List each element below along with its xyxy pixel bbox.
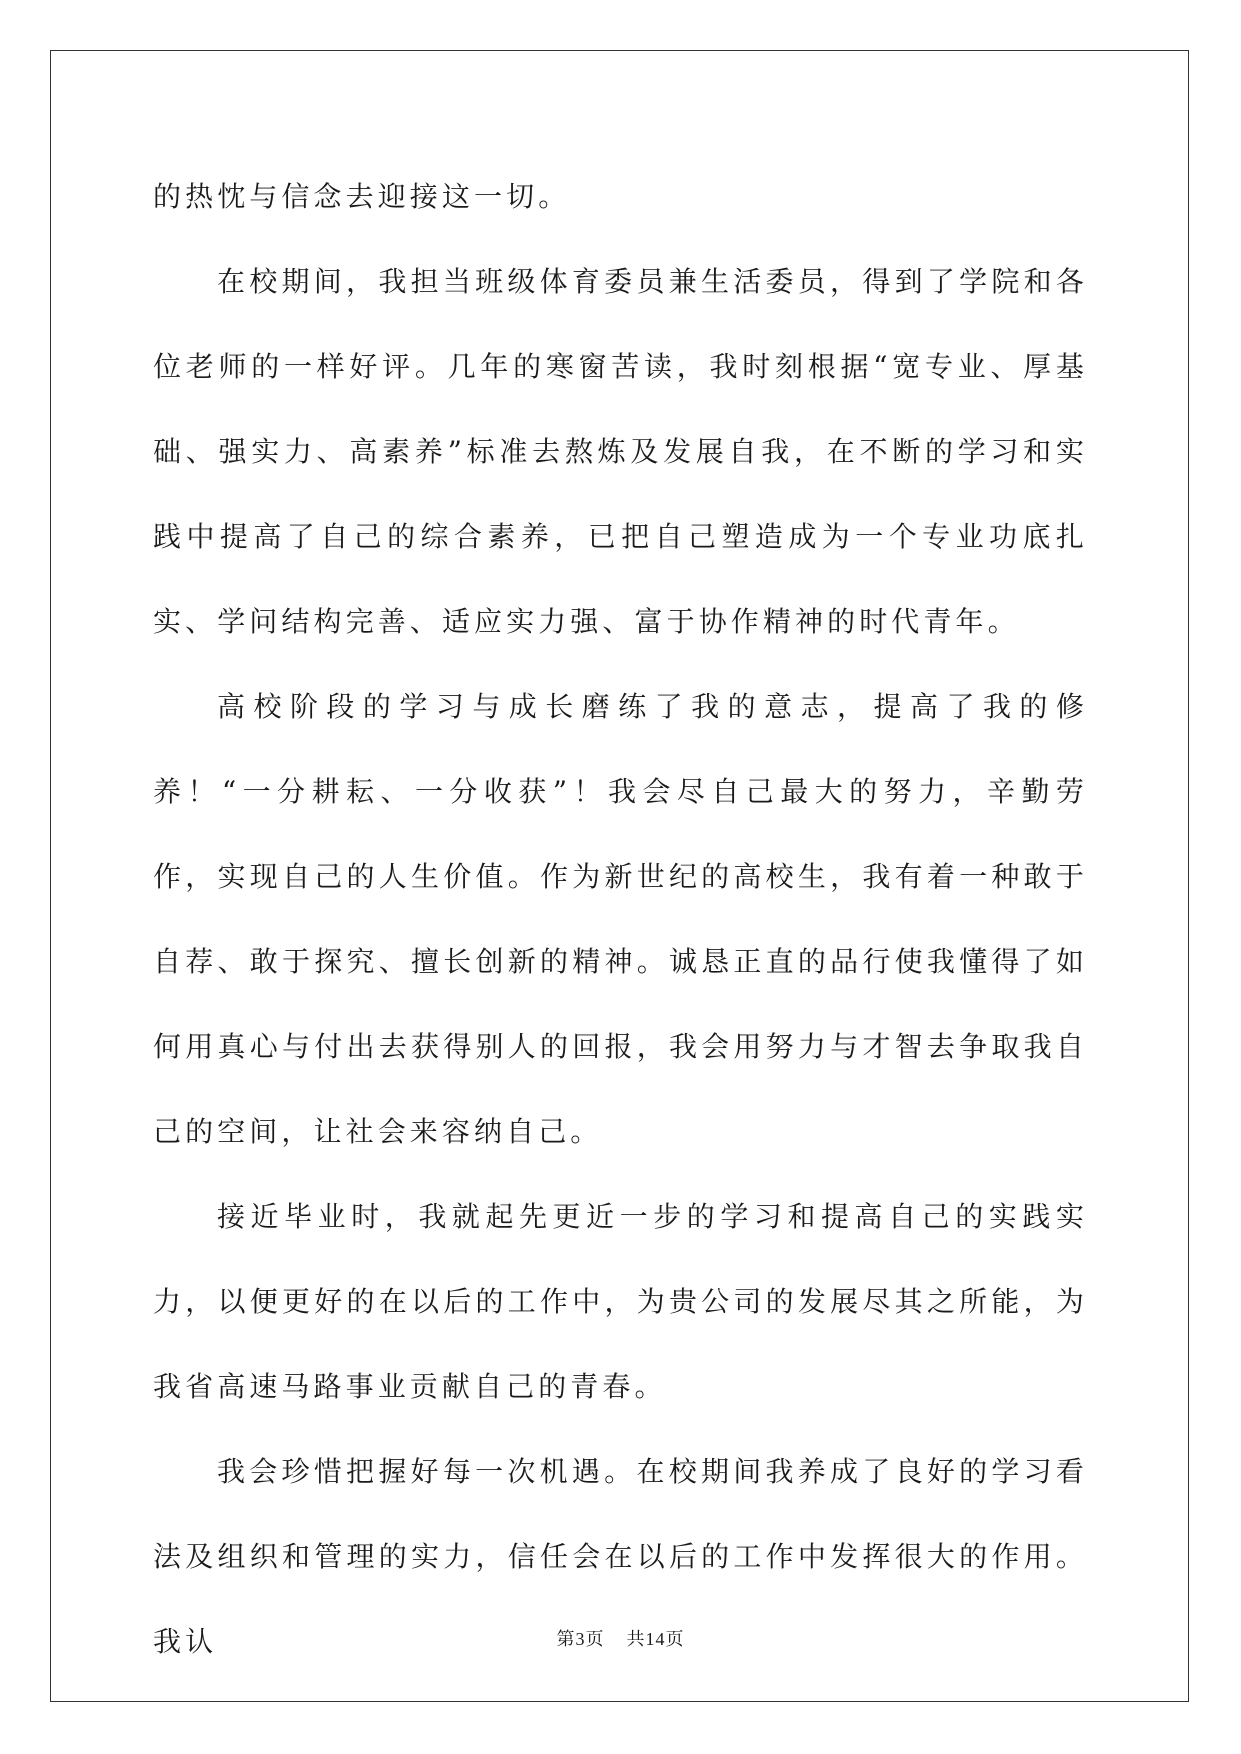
paragraph-continuation: 的热忱与信念去迎接这一切。 [153,180,571,213]
paragraph-graduation: 接近毕业时，我就起先更近一步的学习和提高自己的实践实力，以便更好的在以后的工作中，为贵公司的发展尽其之所能，为我省高速马路事业贡献自己的青春。 [153,1200,1088,1403]
page-footer [0,1625,1241,1651]
paragraph-school-roles: 在校期间，我担当班级体育委员兼生活委员，得到了学院和各位老师的一样好评。几年的寒窗苦读，我时刻根据“宽专业、厚基础、强实力、高素养”标准去熬炼及发展自我，在不断的学习和实践中提高了自己的综合素养，已把自己塑造成为一个专业功底扎实、学问结构完善、适应实力强、富于协作精神的时代青年。 [153,265,1088,638]
paragraph-opportunity: 我会珍惜把握好每一次机遇。在校期间我养成了良好的学习看法及组织和管理的实力，信任会在以后的工作中发挥很大的作用。我认 [153,1455,1088,1658]
document-body [153,154,1088,1684]
paragraph-university-growth: 高校阶段的学习与成长磨练了我的意志，提高了我的修养！“一分耕耘、一分收获”！我会尽自己最大的努力，辛勤劳作，实现自己的人生价值。作为新世纪的高校生，我有着一种敢于自荐、敢于探究、擅长创新的精神。诚恳正直的品行使我懂得了如何用真心与付出去获得别人的回报，我会用努力与才智去争取我自己的空间，让社会来容纳自己。 [153,690,1088,1148]
page-number: 第3页 [556,1629,605,1649]
page-total: 共14页 [626,1629,685,1649]
